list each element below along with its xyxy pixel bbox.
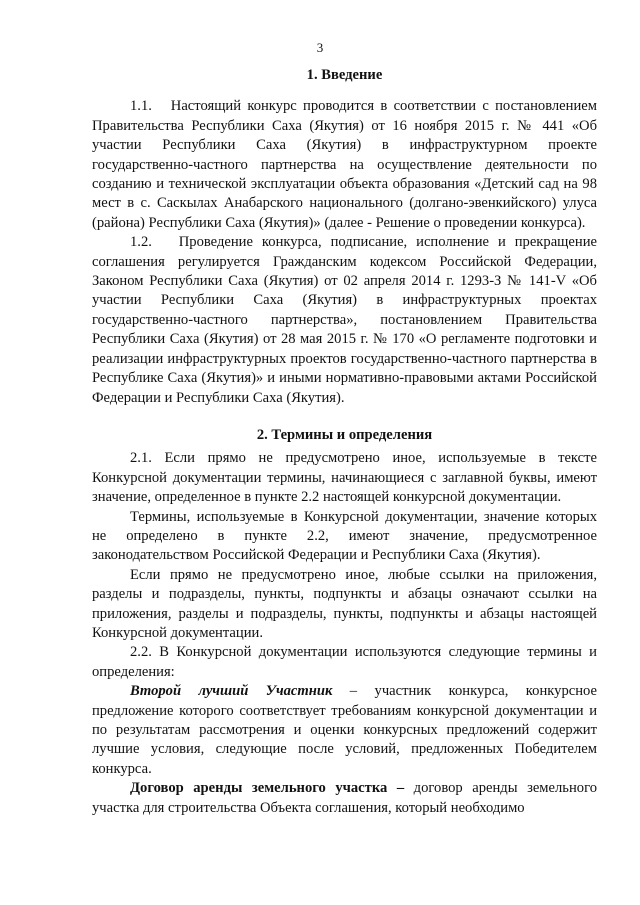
paragraph-1-2: 1.2. Проведение конкурса, подписание, исполнение и прекращение соглашения регулируется Гражданским кодексом Российской Федерации, Законом Республики Саха (Якутия) от 02 апреля 2014 г. 1293-З № 141-V «Об участии Республики Саха (Якутия) в инфраструктурных проектах государственно-частного партнерства», постановлением Правительства Республики Саха (Якутия) от 28 мая 2015 г. № 170 «О регламенте подготовки и реализации инфраструктурных проектов государственно-частного партнерства в Республике Саха (Якутия)» и иными нормативно-правовыми актами Российской Федерации и Республики Саха (Якутия). [92, 234, 597, 406]
term-definition: договор аренды земельного участка для строительства Объекта соглашения, который необходимо [92, 780, 597, 816]
term-land-lease-agreement [92, 779, 597, 818]
term-second-best-participant [92, 682, 597, 779]
paragraph-2-2: 2.2. В Конкурсной документации используются следующие термины и определения: [92, 644, 597, 680]
section-2-heading: 2. Термины и определения [256, 426, 433, 443]
document-body [92, 66, 597, 818]
page-number: 3 [316, 40, 324, 55]
section-1-heading: 1. Введение [306, 67, 383, 83]
term-name: Второй лучший Участник [130, 683, 333, 700]
term-definition: – участник конкурса, конкурсное предложение которого соответствует требованиям конкурсной документации и по результатам рассмотрения и оценки конкурсных предложений содержит лучшие условия, следующие после условий, предложенных Победителем конкурса. [92, 683, 597, 777]
paragraph-terms-undefined: Термины, используемые в Конкурсной документации, значение которых не определено в пункте 2.2, имеют значение, предусмотренное законодательством Российской Федерации и Республики Саха (Якутия). [92, 508, 597, 564]
paragraph-references: Если прямо не предусмотрено иное, любые ссылки на приложения, разделы и подразделы, пункты, подпункты и абзацы означают ссылки на приложения, разделы и подразделы, пункты, подпункты и абзацы настоящей Конкурсной документации. [92, 566, 597, 641]
paragraph-2-1: 2.1. Если прямо не предусмотрено иное, используемые в тексте Конкурсной документации термины, начинающиеся с заглавной буквы, имеют значение, определенное в пункте 2.2 настоящей конкурсной документации. [92, 450, 597, 506]
paragraph-1-1: 1.1. Настоящий конкурс проводится в соответствии с постановлением Правительства Республики Саха (Якутия) от 16 ноября 2015 г. № 441 «Об участии Республики Саха (Якутия) в инфраструктурном проекте государственно-частного партнерства на осуществление деятельности по созданию и технической эксплуатации объекта образования «Детский сад на 98 мест в с. Саскылах Анабарского национального (долгано-эвенкийского) улуса (района) Республики Саха (Якутия)» (далее - Решение о проведении конкурса). [92, 98, 597, 231]
term-name: Договор аренды земельного участка – [130, 780, 405, 797]
